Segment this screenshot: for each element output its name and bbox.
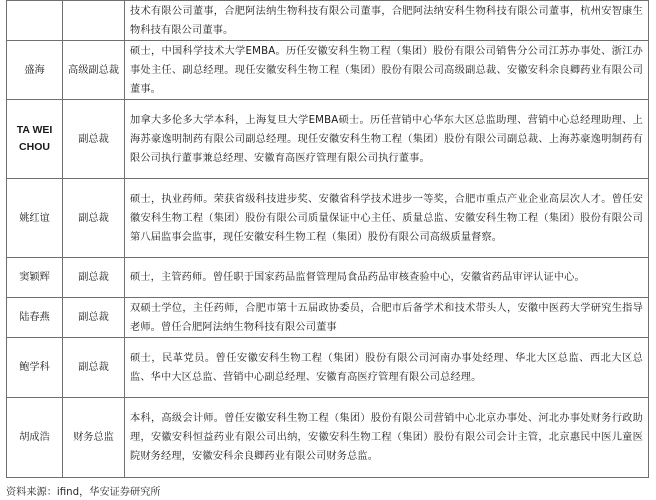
exec-name: 窦颖辉 (7, 258, 63, 298)
exec-title: 副总裁 (63, 258, 125, 298)
exec-name: 姚红谊 (7, 179, 63, 258)
table-row (7, 100, 649, 179)
table-row (7, 41, 649, 100)
exec-bio: 双硕士学位，主任药师，合肥市第十五届政协委员，合肥市后备学术和技术带头人，安徽中医药大学研究生指导老师。曾任合肥阿法纳生物科技有限公司董事 (125, 298, 649, 338)
exec-bio: 加拿大多伦多大学本科，上海复旦大学EMBA硕士。历任营销中心华东大区总监助理、营销中心总经理助理、上海苏豪逸明制药有限公司副总经理。现任安徽安科生物工程（集团）股份有限公司副总裁、上海苏豪逸明制药有限公司执行董事兼总经理、安徽育高医疗管理有限公司执行董事。 (125, 100, 649, 179)
exec-name (7, 1, 63, 41)
exec-bio: 硕士，主管药师。曾任职于国家药品监督管理局食品药品审核查验中心，安徽省药品审评认证中心。 (125, 258, 649, 298)
exec-title: 副总裁 (63, 179, 125, 258)
exec-name: 胡成浩 (7, 398, 63, 478)
table-row (7, 1, 649, 41)
exec-title: 副总裁 (63, 100, 125, 179)
exec-name: 盛海 (7, 41, 63, 100)
table-row (7, 179, 649, 258)
executive-table (6, 0, 649, 478)
exec-bio: 本科，高级会计师。曾任安徽安科生物工程（集团）股份有限公司营销中心北京办事处、河北办事处财务行政助理，安徽安科恒益药业有限公司出纳，安徽安科生物工程（集团）股份有限公司会计主管，北京惠民中医儿童医院财务经理，安徽安科余良卿药业有限公司财务总监。 (125, 398, 649, 478)
source-note: 资料来源：ifind，华安证券研究所 (6, 487, 161, 498)
exec-bio: 技术有限公司董事，合肥阿法纳生物科技有限公司董事，合肥阿法纳安科生物科技有限公司董事，杭州安智康生物科技有限公司董事。 (125, 1, 649, 41)
exec-name: TA WEI CHOU (7, 100, 63, 179)
table-row (7, 298, 649, 338)
exec-title: 高级副总裁 (63, 41, 125, 100)
exec-title: 财务总监 (63, 398, 125, 478)
exec-bio: 硕士，执业药师。荣获省级科技进步奖、安徽省科学技术进步一等奖，合肥市重点产业企业高层次人才。曾任安徽安科生物工程（集团）股份有限公司质量保证中心主任、质量总监、安徽安科生物工程（集团）股份有限公司第八届监事会监事，现任安徽安科生物工程（集团）股份有限公司高级质量督察。 (125, 179, 649, 258)
exec-title: 副总裁 (63, 298, 125, 338)
exec-bio: 硕士，中国科学技术大学EMBA。历任安徽安科生物工程（集团）股份有限公司销售分公司江苏办事处、浙江办事处主任、副总经理。现任安徽安科生物工程（集团）股份有限公司高级副总裁、安徽安科余良卿药业有限公司董事。 (125, 41, 649, 100)
exec-bio: 硕士，民革党员。曾任安徽安科生物工程（集团）股份有限公司河南办事处经理、华北大区总监、西北大区总监、华中大区总监、营销中心副总经理、安徽育高医疗管理有限公司总经理。 (125, 338, 649, 398)
exec-title: 副总裁 (63, 338, 125, 398)
exec-name: 鲍学科 (7, 338, 63, 398)
table-row (7, 398, 649, 478)
exec-name: 陆春燕 (7, 298, 63, 338)
table-row (7, 338, 649, 398)
table-row (7, 258, 649, 298)
exec-title (63, 1, 125, 41)
